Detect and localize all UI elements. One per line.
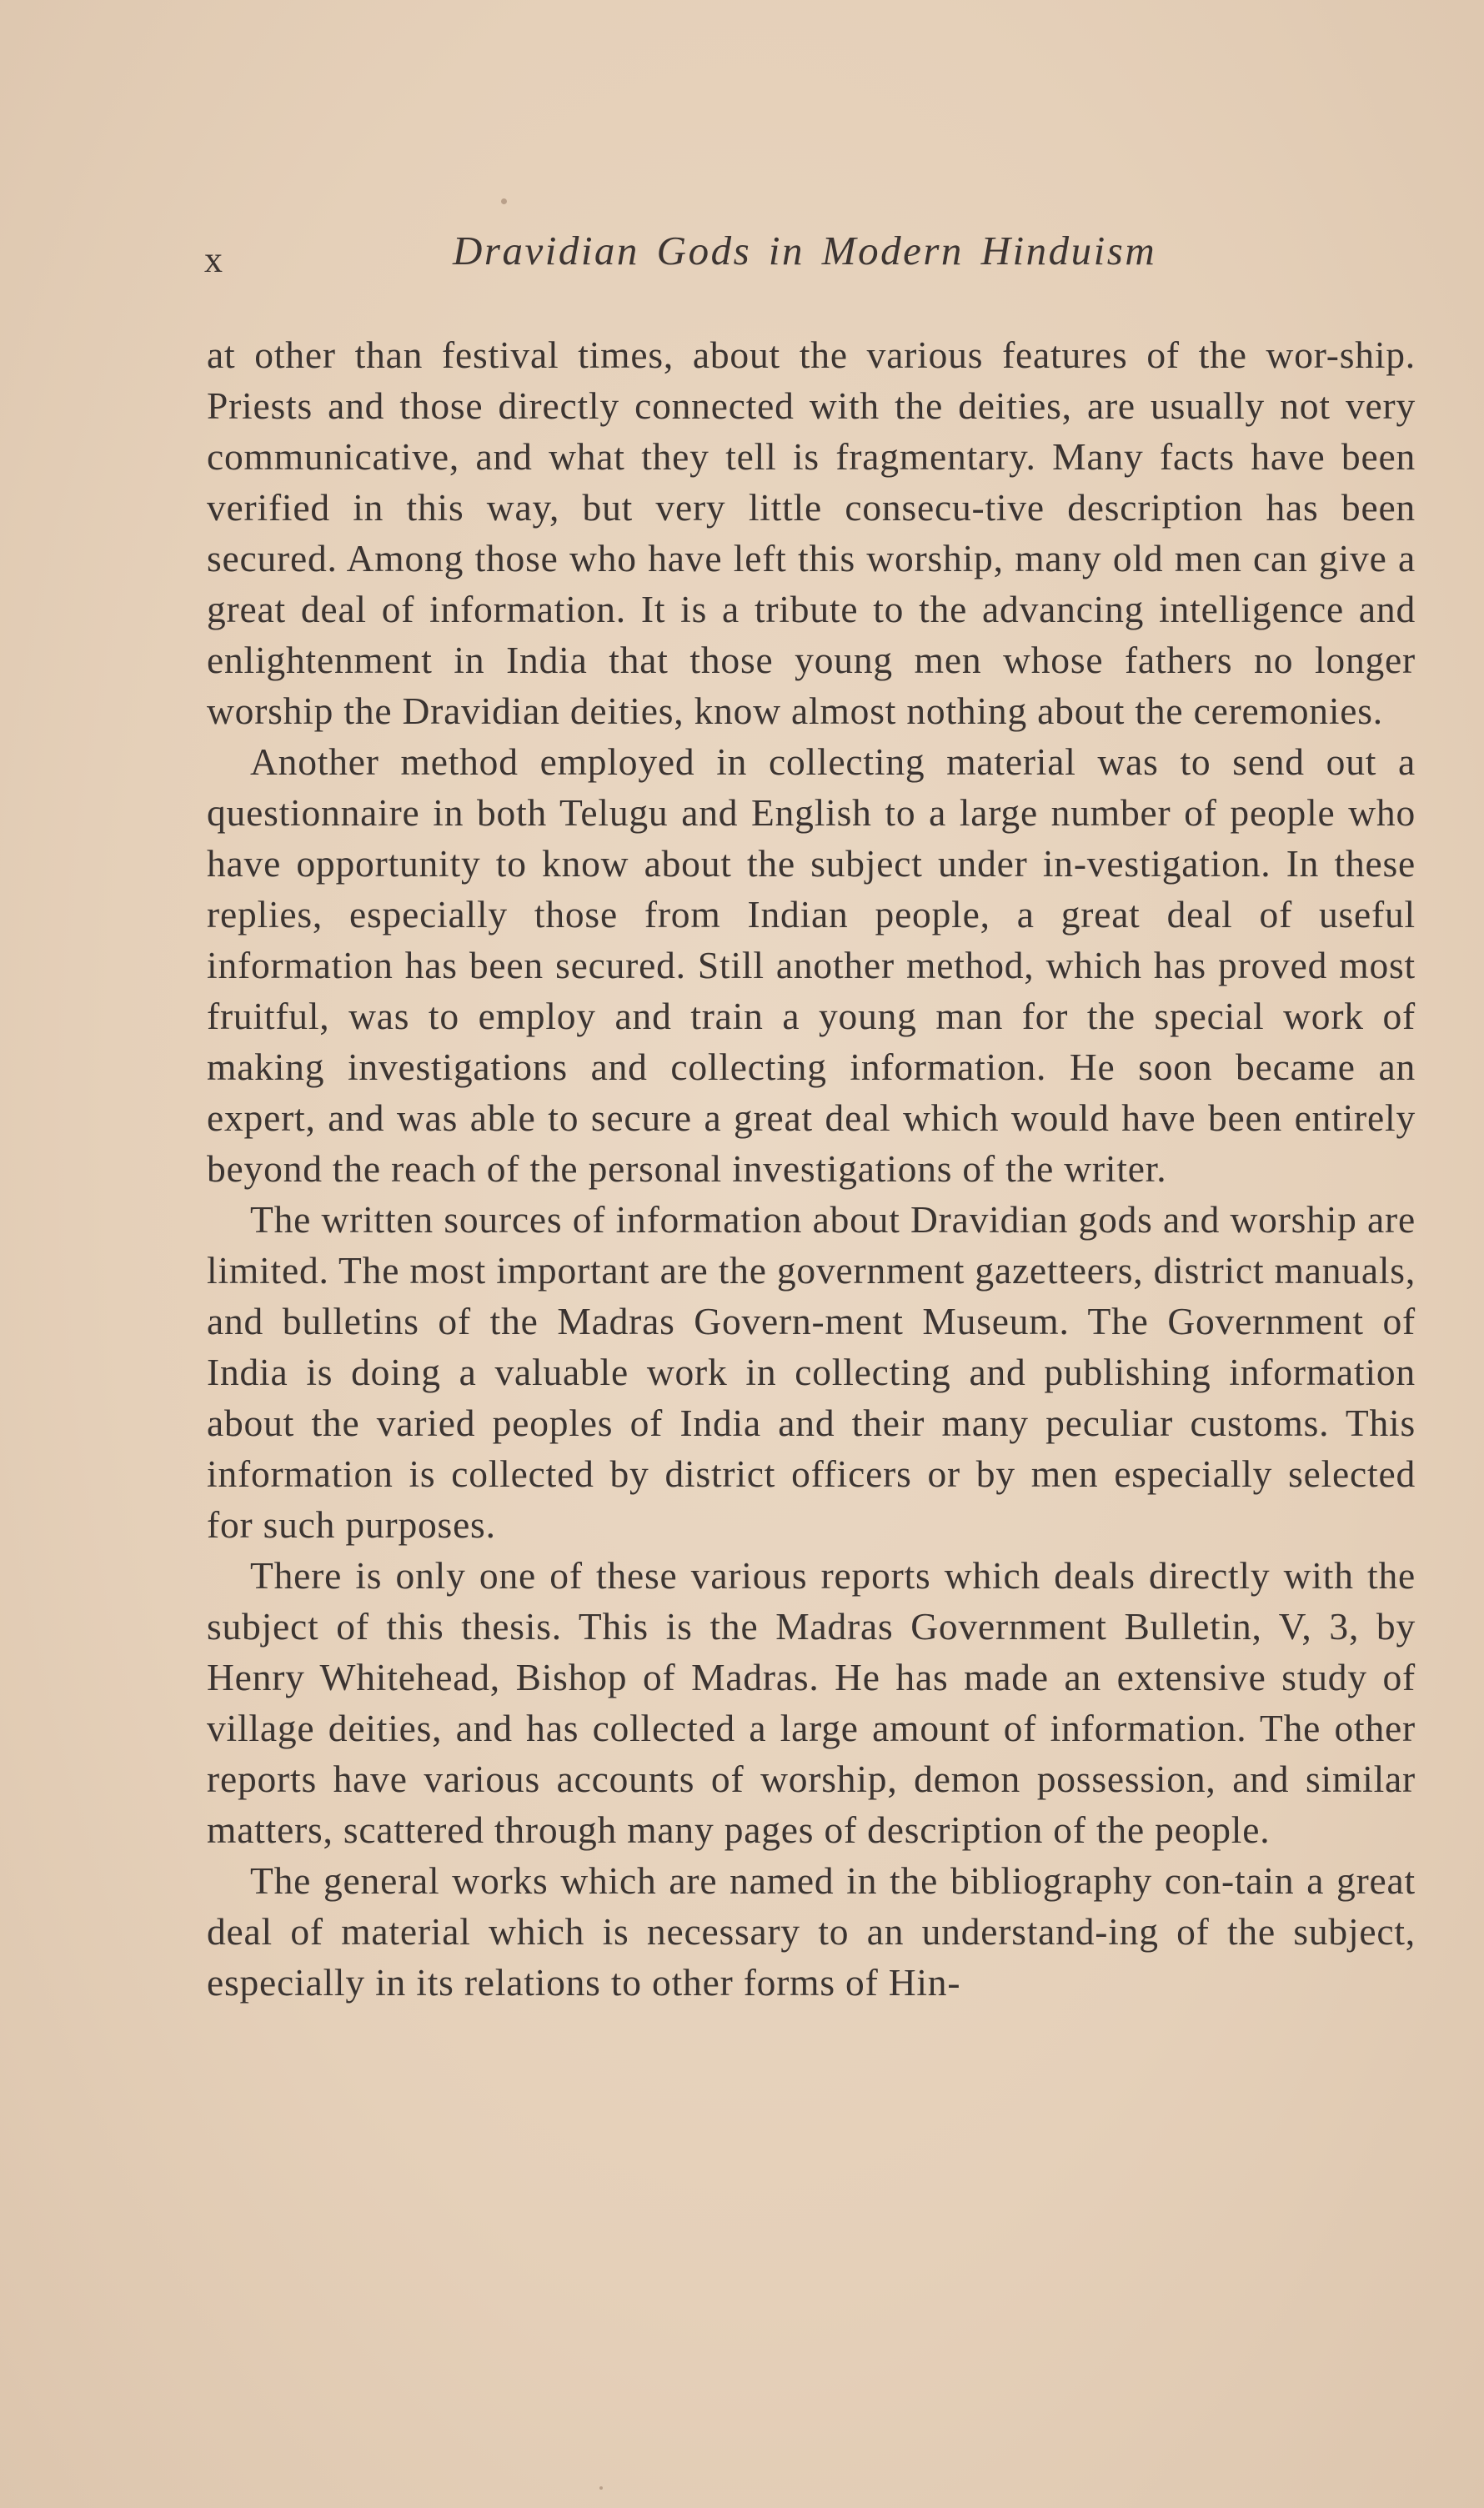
paragraph: The written sources of information about Dravidian gods and worship are limited. The most important are the government gazetteers, district manuals, and bulletins of the Madras Govern-ment Museum. The Government of India is doing a valuable work in collecting and publishing information about the varied peoples of India and their many peculiar customs. This information is collected by district officers or by men especially selected for such purposes. [207, 1198, 1416, 1546]
paper-speck [599, 2486, 603, 2490]
running-head [204, 227, 1413, 293]
running-title: Dravidian Gods in Modern Hinduism [453, 228, 1157, 273]
paper-speck [501, 198, 507, 204]
paragraph: at other than festival times, about the various features of the wor-ship. Priests and those directly connected with the deities, are usually not very communicative, and what they tell is fragmentary. Many facts have been verified in this way, but very little consecu-tive description has been secured. Among those who have left this worship, many old men can give a great deal of information. It is a tribute to the advancing intelligence and enlightenment in India that those young men whose fathers no longer worship the Dravidian deities, know almost nothing about the ceremonies. [207, 334, 1416, 732]
page-number: x [204, 239, 223, 280]
body-text [207, 329, 1416, 2008]
paragraph: Another method employed in collecting material was to send out a questionnaire in both Telugu and English to a large number of people who have opportunity to know about the subject under in-vestigation. In these replies, especially those from Indian people, a great deal of useful information has been secured. Still another method, which has proved most fruitful, was to employ and train a young man for the special work of making investigations and collecting information. He soon became an expert, and was able to secure a great deal which would have been entirely beyond the reach of the personal investigations of the writer. [207, 740, 1416, 1190]
paragraph: The general works which are named in the bibliography con-tain a great deal of material which is necessary to an understand-ing of the subject, especially in its relations to other forms of Hin- [207, 1859, 1416, 2004]
paragraph: There is only one of these various reports which deals directly with the subject of this thesis. This is the Madras Government Bulletin, V, 3, by Henry Whitehead, Bishop of Madras. He has made an extensive study of village deities, and has collected a large amount of information. The other reports have various accounts of worship, demon possession, and similar matters, scattered through many pages of description of the people. [207, 1554, 1416, 1851]
